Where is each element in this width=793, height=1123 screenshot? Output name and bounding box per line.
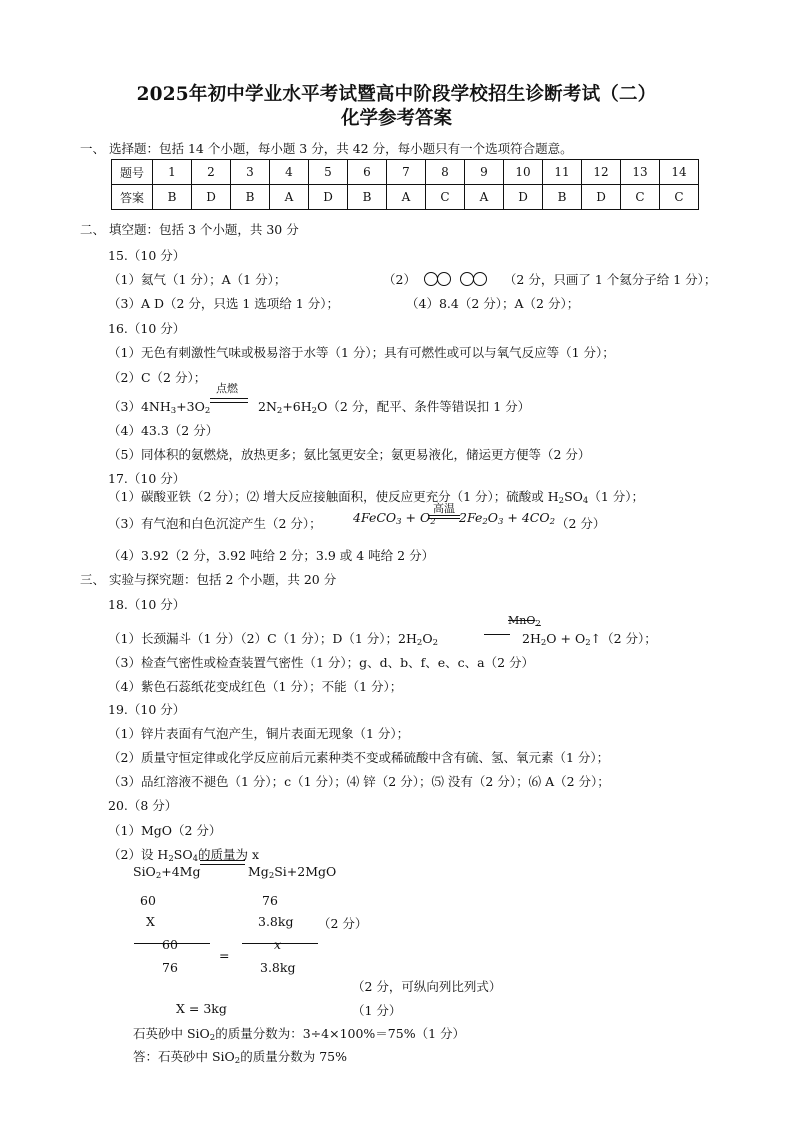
q20-frac-right-num: x (274, 937, 282, 952)
q17-eq-note: （2 分） (556, 516, 606, 531)
q20-equals: = (219, 948, 230, 963)
page-title: 2025年初中学业水平考试暨高中阶段学校招生诊断考试（二） (136, 84, 657, 105)
question-number-cell: 2 (192, 160, 231, 185)
q17-line1: （1）碳酸亚铁（2 分）；⑵ 增大反应接触面积，使反应更充分（1 分）；硫酸或 $H_2SO_4(1$ 分）； (108, 489, 644, 506)
q16-line5: （5）同体积的氨燃烧，放热更多；氨比氢更安全；氨更易液化，储运更方便等（2 分） (108, 447, 591, 462)
q20-var-38: 3.8kg (258, 914, 294, 929)
q20-var-x: X (146, 914, 155, 929)
q20-head: 20.（8 分） (108, 798, 178, 813)
answer-table-number-row (112, 160, 699, 185)
question-number-cell: 4 (270, 160, 309, 185)
q20-line2: （2）设 $H_2SO_4$的质量为 x (108, 847, 260, 864)
q20-mass-76: 76 (262, 893, 278, 908)
q18-line2: （3）检查气密性或检查装置气密性（1 分）；g、d、b、f、e、c、a（2 分） (108, 655, 535, 670)
answer-cell: A (387, 185, 426, 210)
answer-cell: B (543, 185, 582, 210)
question-number-cell: 10 (504, 160, 543, 185)
question-number-cell: 7 (387, 160, 426, 185)
q20-note-col: （2 分，可纵向列比列式） (352, 979, 502, 994)
answer-cell: C (426, 185, 465, 210)
answer-cell: C (660, 185, 699, 210)
q17-eq-condition: 高温 (433, 502, 455, 515)
question-number-cell: 13 (621, 160, 660, 185)
answer-cell: A (465, 185, 504, 210)
q16-head: 16.（10 分） (108, 321, 186, 336)
row-label-number: 题号 (112, 160, 153, 185)
q15-line1b (383, 270, 716, 288)
section3-heading: 三、 实验与探究题：包括 2 个小题，共 20 分 (80, 572, 337, 587)
q17-eq-bar-top (428, 515, 460, 516)
q16-eq-note: （2 分，配平、条件等错误扣 1 分） (327, 399, 531, 414)
helium-molecules-icon (420, 271, 500, 287)
q16-eq-condition: 点燃 (216, 382, 238, 395)
answer-cell: A (270, 185, 309, 210)
q20-score-2: （2 分） (318, 916, 368, 931)
q19-line3: （3）品红溶液不褪色（1 分）；c（1 分）；⑷ 锌（2 分）；⑸ 没有（2 分）；⑹ A（2 分）； (108, 774, 610, 789)
answer-table-answer-row (112, 185, 699, 210)
q18-products: $2H_2O$ + $O_2↑(2$ 分）； (522, 631, 657, 648)
answer-cell: D (192, 185, 231, 210)
q16-eq-bar-top (210, 398, 248, 399)
answer-cell: D (504, 185, 543, 210)
q20-x-result: X = 3kg (176, 1001, 227, 1016)
answer-cell: B (231, 185, 270, 210)
answer-cell: B (153, 185, 192, 210)
q17-line3: （4）3.92（2 分，3.92 吨给 2 分；3.9 或 4 吨给 2 分） (108, 548, 435, 563)
q20-frac-left-den: 76 (162, 960, 178, 975)
q15-head: 15.（10 分） (108, 248, 186, 263)
question-number-cell: 8 (426, 160, 465, 185)
q18-head: 18.（10 分） (108, 597, 186, 612)
q20-fraction-line: 石英砂中 SiO$_2$的质量分数为：3÷4×100%＝75%（1 分） (133, 1026, 466, 1043)
q17-eq-left: 4FeCO$_3$ + $O_2$ (353, 510, 436, 527)
answer-table (111, 159, 699, 210)
q20-mass-60: 60 (140, 893, 156, 908)
q15-line2a: （3）A D（2 分，只选 1 选项给 1 分）； (108, 296, 339, 311)
question-number-cell: 9 (465, 160, 504, 185)
q16-eq-left: $(3)4NH_3+3O_2$ (108, 399, 211, 416)
q16-line4: （4）43.3（2 分） (108, 423, 219, 438)
q18-eq-bar (484, 634, 510, 635)
question-number-cell: 12 (582, 160, 621, 185)
q20-eq-bar-top (200, 860, 245, 861)
q17-line2a: （3）有气泡和白色沉淀产生（2 分）； (108, 516, 322, 531)
q16-eq-right: $2N_2+6H_2O(2$ 分，配平、条件等错误扣 1 分） (258, 399, 531, 416)
q15-line1a: （1）氦气（1 分）；A（1 分）； (108, 272, 287, 287)
question-number-cell: 1 (153, 160, 192, 185)
q19-line2: （2）质量守恒定律或化学反应前后元素种类不变或稀硫酸中含有硫、氢、氧元素（1 分）； (108, 750, 610, 765)
q15-line2b: （4）8.4（2 分）；A（2 分）； (406, 296, 580, 311)
q18-line3: （4）紫色石蕊纸花变成红色（1 分）；不能（1 分）； (108, 679, 403, 694)
q17-eq-bar-bottom (428, 518, 460, 519)
q17-head: 17.（10 分） (108, 471, 186, 486)
q20-frac-left-num: 60 (162, 937, 178, 952)
q20-line1: （1）MgO（2 分） (108, 823, 222, 838)
q20-frac-left-line (134, 943, 210, 944)
question-number-cell: 14 (660, 160, 699, 185)
question-number-cell: 5 (309, 160, 348, 185)
answer-cell: C (621, 185, 660, 210)
q20-eq-right: $Mg_2Si+2MgO$ (248, 864, 337, 881)
q16-line3-eq (108, 397, 210, 415)
q20-answer-line: 答：石英砂中 SiO$_2$的质量分数为 75% (133, 1049, 347, 1066)
q18-catalyst: MnO$_2$ (508, 614, 541, 629)
answer-cell: D (309, 185, 348, 210)
question-number-cell: 3 (231, 160, 270, 185)
q15-line1b-post: （2 分，只画了 1 个氦分子给 1 分）； (503, 272, 717, 287)
q20-eq-left: SiO$_2$+4Mg (133, 864, 201, 881)
q20-score-1: （1 分） (352, 1003, 402, 1018)
q20-frac-right-den: 3.8kg (260, 960, 296, 975)
row-label-answer: 答案 (112, 185, 153, 210)
question-number-cell: 11 (543, 160, 582, 185)
question-number-cell: 6 (348, 160, 387, 185)
q16-line1: （1）无色有刺激性气味或极易溶于水等（1 分）；具有可燃性或可以与氧气反应等（1 分）； (108, 345, 615, 360)
q18-line1: （1）长颈漏斗（1 分）（2）C（1 分）；D（1 分）；$2H_2O_2$ (108, 631, 438, 648)
q17-eq-right: $2Fe_2O_3 + 4CO_2$ (459, 510, 556, 527)
q19-head: 19.（10 分） (108, 702, 186, 717)
section1-heading: 一、 选择题：包括 14 个小题，每小题 3 分，共 42 分，每小题只有一个选项符合题意。 (80, 141, 573, 156)
page-subtitle: 化学参考答案 (340, 108, 452, 129)
q15-line1b-pre: （2） (383, 272, 416, 287)
q16-eq-bar-bottom (210, 402, 248, 403)
q20-frac-right-line (242, 943, 318, 944)
q20-eq-bar-bottom (200, 864, 245, 865)
q16-line2: （2）C（2 分）； (108, 370, 207, 385)
answer-cell: D (582, 185, 621, 210)
answer-cell: B (348, 185, 387, 210)
q19-line1: （1）锌片表面有气泡产生，铜片表面无现象（1 分）； (108, 726, 410, 741)
section2-heading: 二、 填空题：包括 3 个小题，共 30 分 (80, 222, 299, 237)
